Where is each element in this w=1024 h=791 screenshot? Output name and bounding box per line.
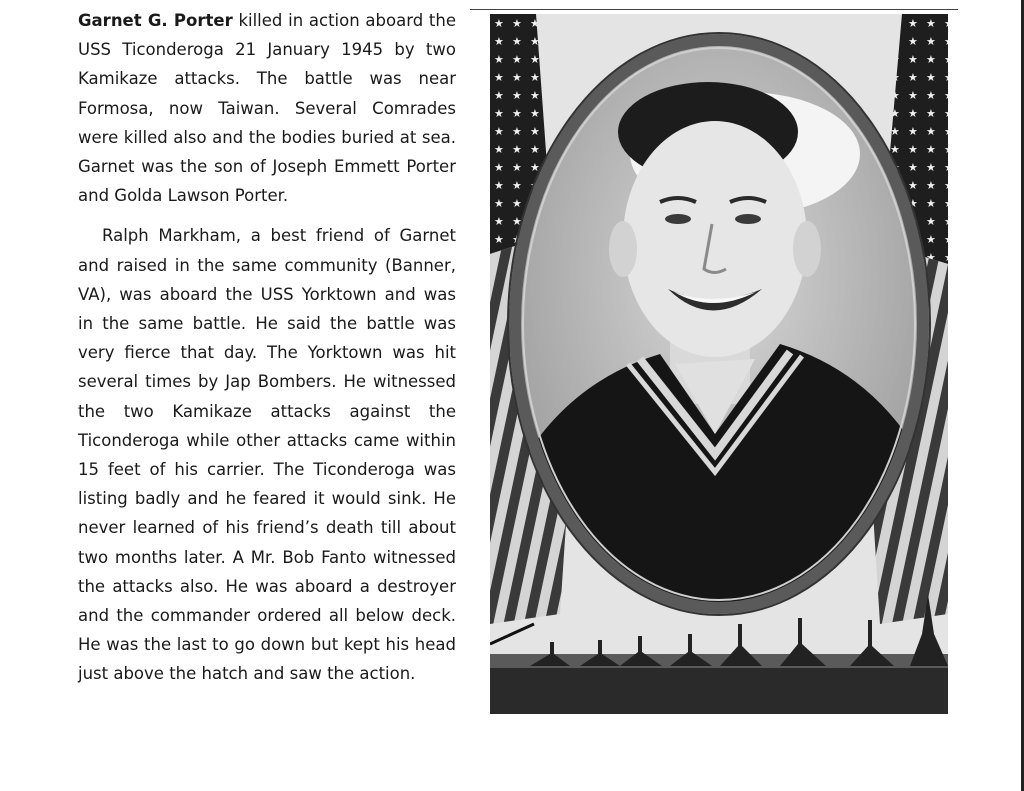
sailor-portrait-photo [490, 14, 948, 714]
paragraph-2: Ralph Markham, a best friend of Garnet and raised in the same community (Banner, VA), was aboard the USS Yorktown and was in the same battle. He said the battle was very fierce that day. The Yorktown was hit several times by Jap Bombers. He witnessed the two Kamikaze attacks against the Ticonderoga while other attacks came within 15 feet of his carrier. The Ticonderoga was listing badly and he feared it would sink. He never learned of his friend’s death till about two months later. A Mr. Bob Fanto witnessed the attacks also. He was aboard a destroyer and the commander ordered all below deck. He was the last to go down but kept his head just above the hatch and saw the action. [78, 226, 456, 684]
subject-name: Garnet G. Porter [78, 11, 233, 30]
portrait-illustration [490, 14, 948, 714]
paragraph-1-text: killed in action aboard the USS Ticonderoga 21 January 1945 by two Kamikaze attacks. The battle was near Formosa, now Taiwan. Several Comrades were killed also and the bodies buried at sea. Garnet was the son of Joseph Emmett Porter and Golda Lawson Porter. [78, 11, 456, 206]
article-text [78, 6, 456, 689]
paragraph-1 [78, 6, 456, 210]
top-rule [470, 9, 958, 10]
